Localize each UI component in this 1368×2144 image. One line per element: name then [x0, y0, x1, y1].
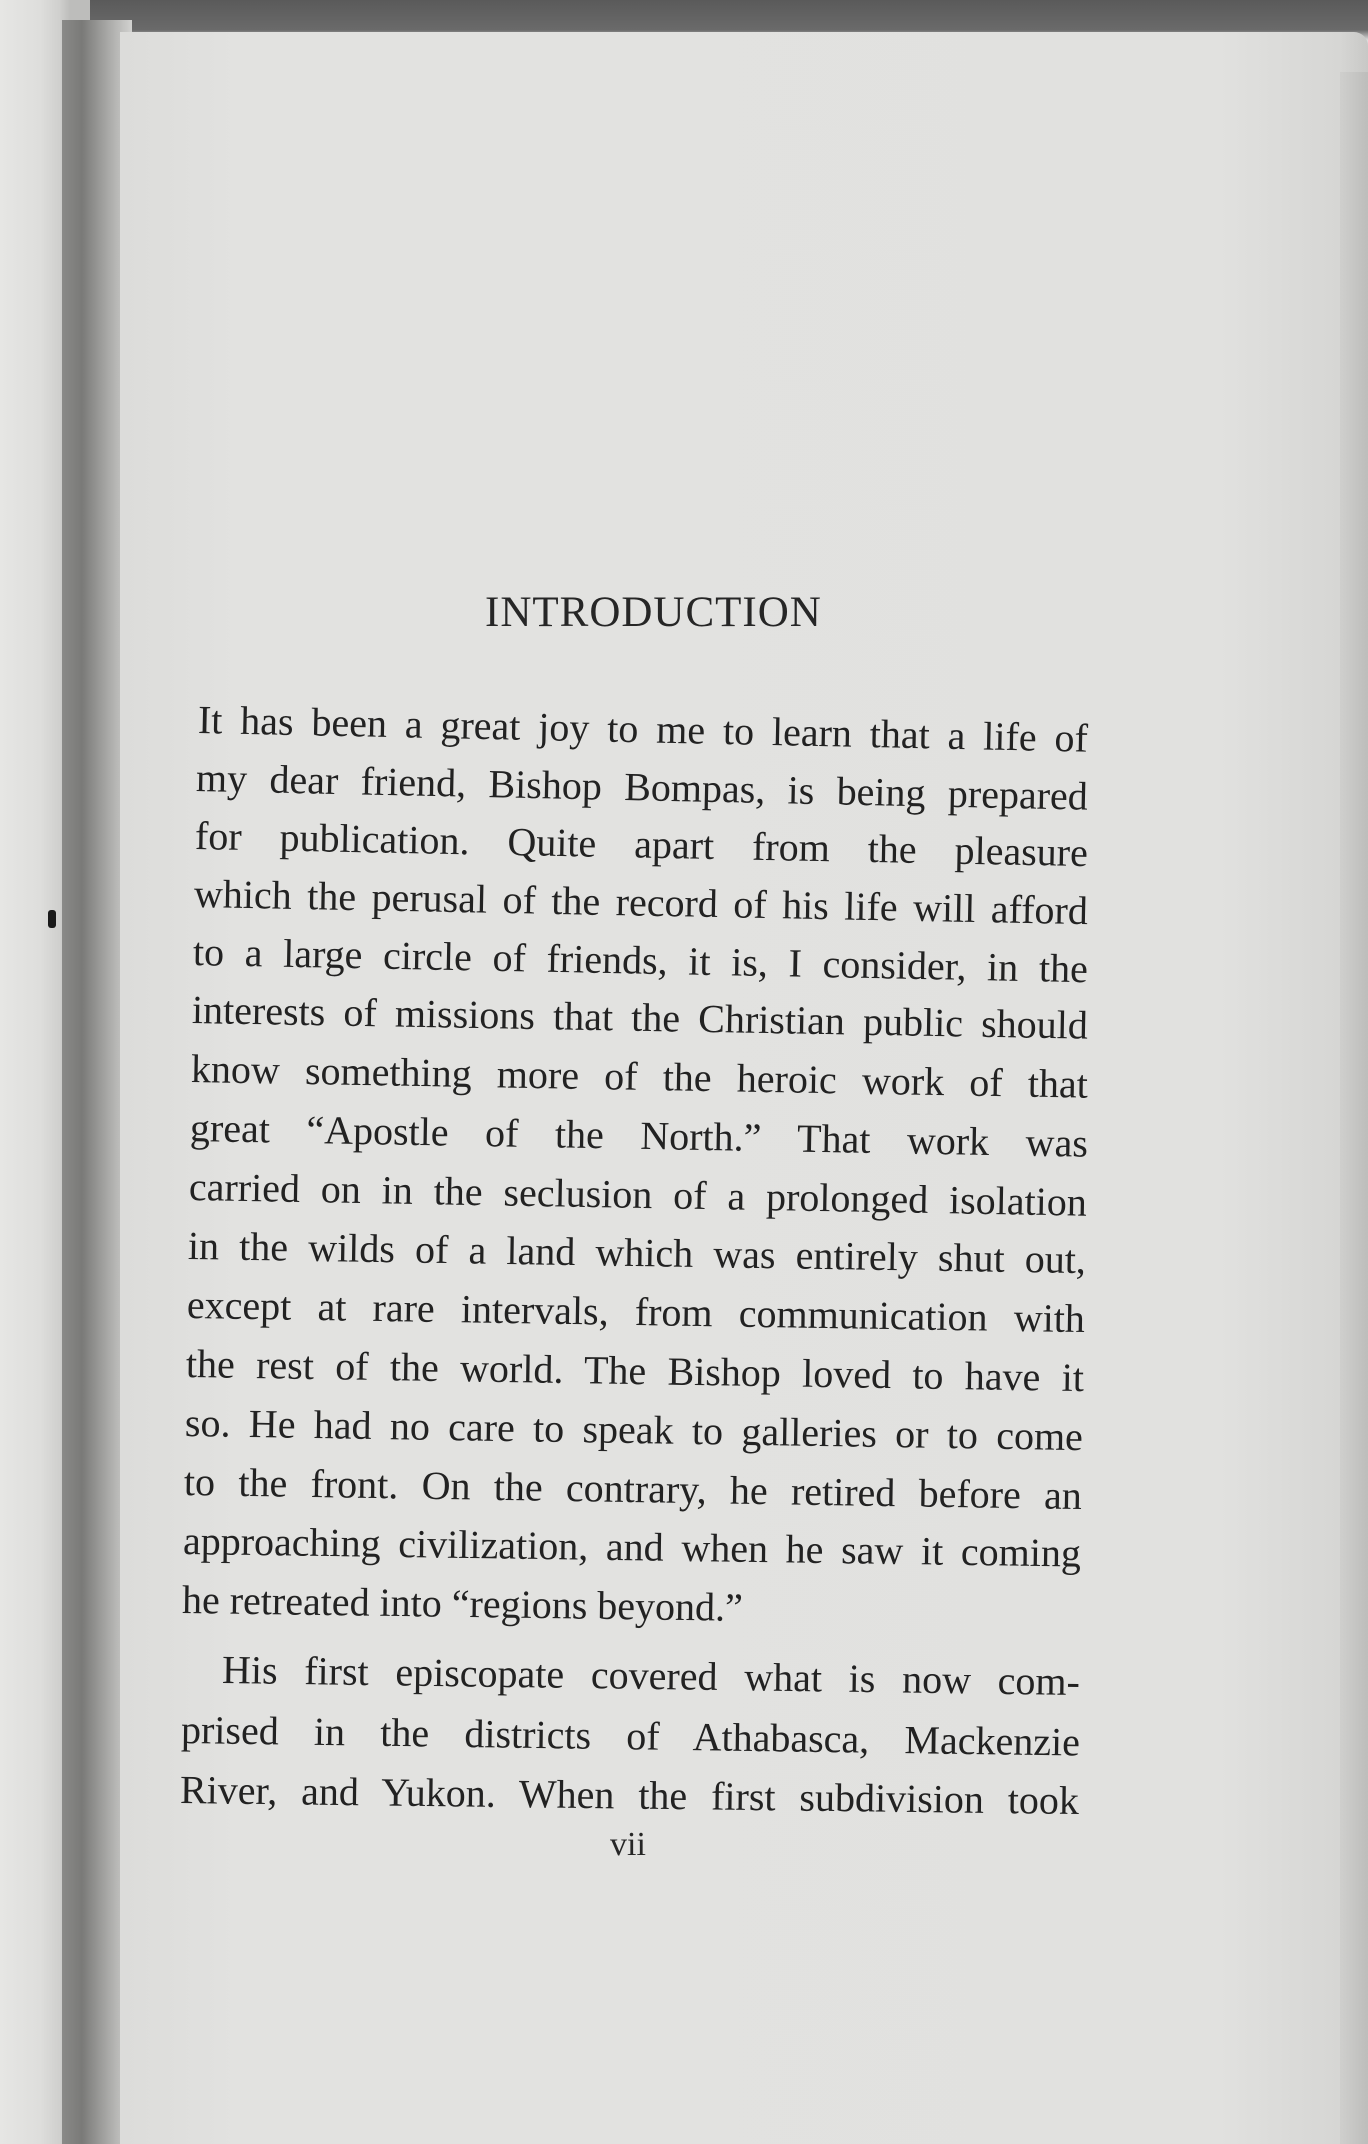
body-line-3: for publication. Quite apart from the pleasure	[194, 813, 1089, 876]
body-line-16: he retreated into “regions beyond.”	[181, 1577, 744, 1630]
body-line-4: which the perusal of the record of his life will afford	[193, 871, 1089, 934]
body-line-17: His first episcopate covered what is now com-	[221, 1647, 1081, 1704]
body-line-13: so. He had no care to speak to galleries or to come	[184, 1400, 1084, 1460]
body-line-18: prised in the districts of Athabasca, Mackenzie	[180, 1707, 1081, 1765]
body-line-11: except at rare intervals, from communication with	[186, 1282, 1086, 1342]
scan-speck	[48, 910, 56, 928]
page-right-edge	[1340, 72, 1368, 2144]
body-line-7: know something more of the heroic work of that	[190, 1046, 1089, 1107]
page-number: vii	[610, 1826, 646, 1863]
body-line-14: to the front. On the contrary, he retired before an	[183, 1459, 1083, 1519]
body-line-9: carried on in the seclusion of a prolonged isolation	[188, 1164, 1088, 1225]
body-line-19: River, and Yukon. When the first subdivision took	[179, 1767, 1080, 1823]
body-line-5: to a large circle of friends, it is, I consider, in the	[192, 929, 1089, 992]
body-line-10: in the wilds of a land which was entirely shut out,	[187, 1223, 1087, 1283]
body-line-15: approaching civilization, and when he saw it coming	[182, 1518, 1082, 1576]
body-line-2: my dear friend, Bishop Bompas, is being prepared	[195, 755, 1089, 819]
chapter-heading: INTRODUCTION	[485, 589, 822, 636]
body-line-1: It has been a great joy to me to learn that a life of	[197, 697, 1089, 761]
body-line-8: great “Apostle of the North.” That work was	[189, 1105, 1089, 1166]
body-line-12: the rest of the world. The Bishop loved to have it	[185, 1341, 1085, 1401]
body-line-6: interests of missions that the Christian public should	[191, 987, 1089, 1048]
